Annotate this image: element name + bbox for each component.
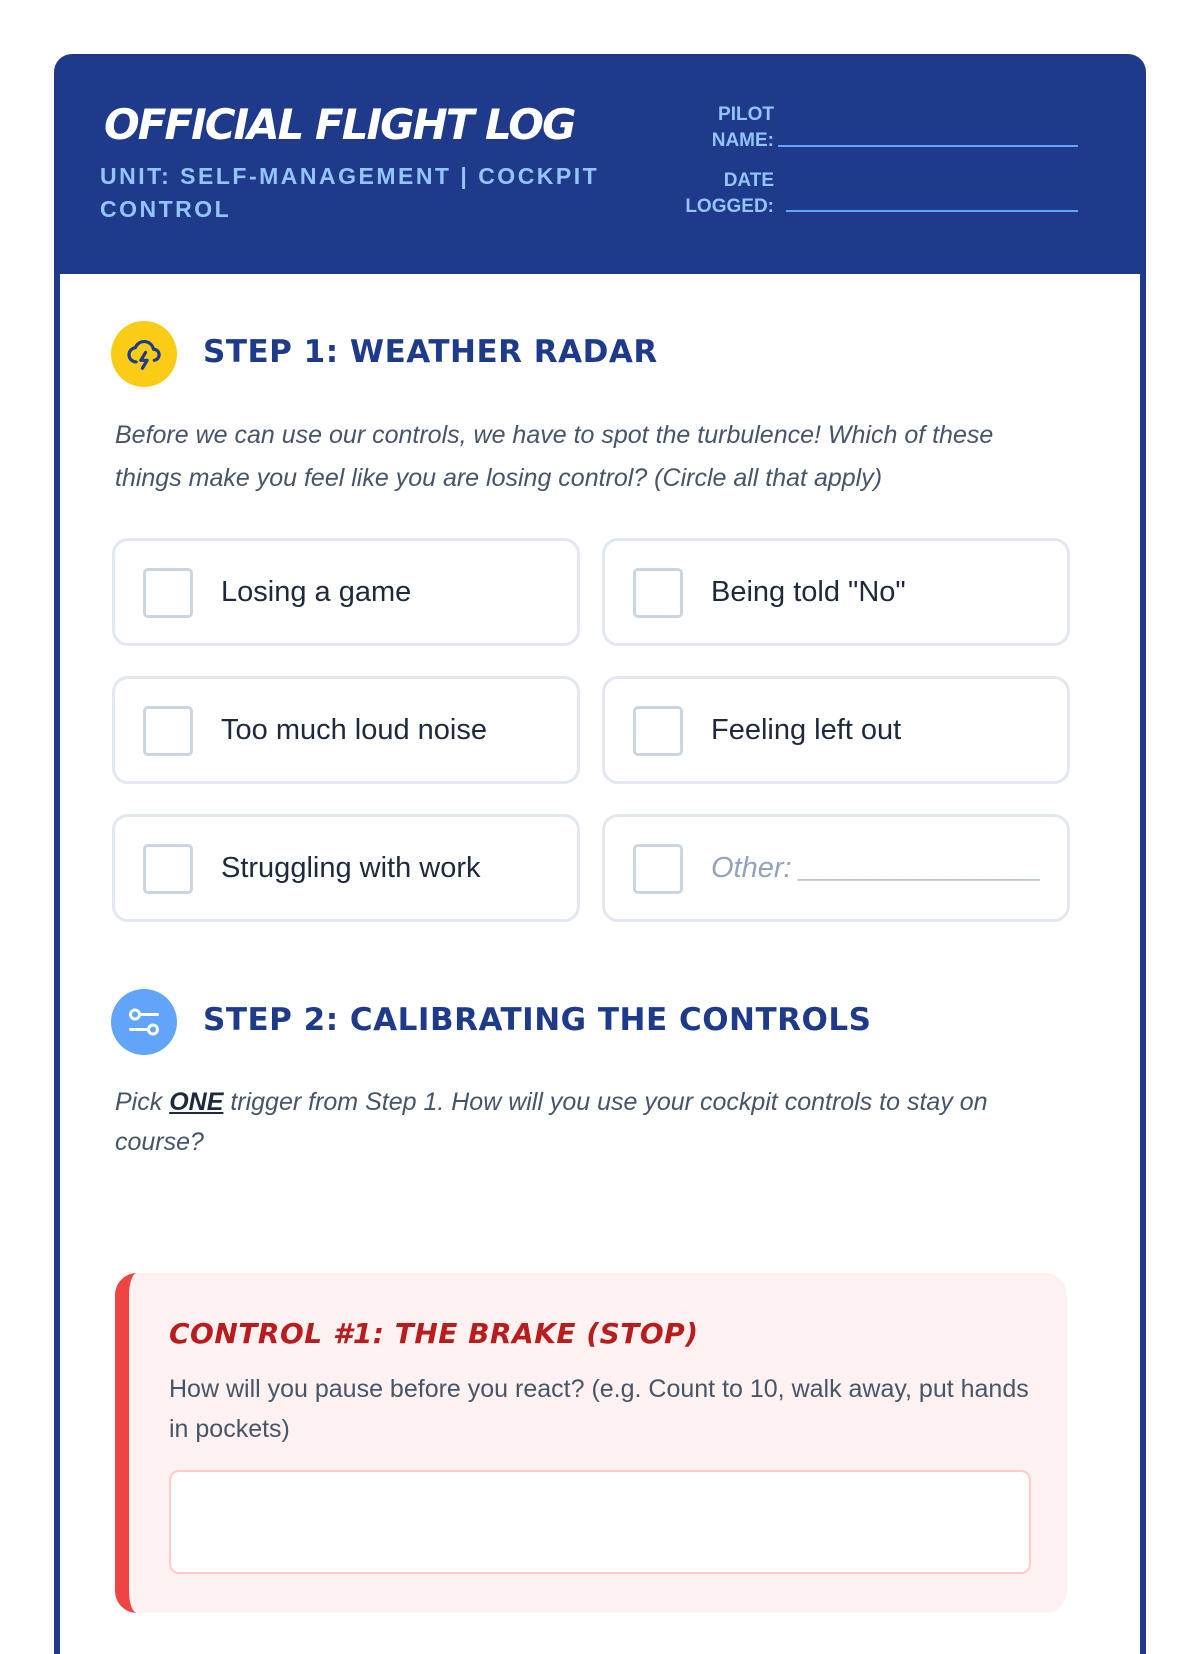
unit-subtitle: UNIT: SELF-MANAGEMENT | COCKPIT CONTROL <box>100 163 600 222</box>
sliders-icon <box>111 989 177 1055</box>
trigger-option-left-out[interactable] <box>602 676 1070 784</box>
trigger-option-told-no[interactable] <box>602 538 1070 646</box>
checkbox[interactable] <box>633 706 683 756</box>
pilot-label-line2: NAME: <box>711 130 774 151</box>
checkbox[interactable] <box>633 844 683 894</box>
pilot-label-line1: PILOT <box>718 104 774 125</box>
option-label: Losing a game <box>221 576 412 608</box>
pilot-name-field[interactable] <box>778 145 1078 147</box>
trigger-option-struggling-work[interactable] <box>112 814 580 922</box>
storm-cloud-icon <box>111 321 177 387</box>
option-label-other: Other: _______________ <box>711 852 1042 884</box>
pilot-name-label <box>694 102 774 154</box>
checkbox[interactable] <box>143 706 193 756</box>
instr-emphasis: ONE <box>169 1088 224 1116</box>
step1-instructions: Before we can use our controls, we have to spot the turbulence! Which of these things make you feel like you are losing control? (Circle all that apply) <box>115 421 994 492</box>
control-brake-prompt: How will you pause before you react? (e.g. Count to 10, walk away, put hands in pockets) <box>169 1375 1029 1443</box>
header <box>54 54 1146 274</box>
step1-title: STEP 1: WEATHER RADAR <box>203 334 658 370</box>
instr-text-post: trigger from Step 1. How will you use your cockpit controls to stay on course? <box>115 1088 988 1156</box>
checkbox[interactable] <box>143 844 193 894</box>
option-label: Too much loud noise <box>221 714 487 746</box>
option-label: Being told "No" <box>711 576 906 608</box>
flight-log-card <box>54 54 1146 1654</box>
page-title: OFFICIAL FLIGHT LOG <box>104 100 575 149</box>
trigger-option-losing-game[interactable] <box>112 538 580 646</box>
date-label-line1: DATE <box>723 170 774 191</box>
trigger-option-other[interactable] <box>602 814 1070 922</box>
control-brake-card <box>115 1273 1067 1613</box>
option-label: Struggling with work <box>221 852 481 884</box>
trigger-option-loud-noise[interactable] <box>112 676 580 784</box>
date-logged-label <box>674 168 774 220</box>
worksheet-body <box>60 274 1140 1654</box>
step2-title: STEP 2: CALIBRATING THE CONTROLS <box>203 1002 872 1038</box>
checkbox[interactable] <box>633 568 683 618</box>
date-logged-field[interactable] <box>786 210 1078 212</box>
checkbox[interactable] <box>143 568 193 618</box>
instr-text-pre: Pick <box>115 1088 170 1116</box>
brake-answer-field[interactable] <box>169 1470 1031 1574</box>
step2-instructions <box>115 1082 1055 1162</box>
date-label-line2: LOGGED: <box>685 196 774 217</box>
control-brake-title: CONTROL #1: THE BRAKE (STOP) <box>169 1317 699 1350</box>
option-label: Feeling left out <box>711 714 902 746</box>
